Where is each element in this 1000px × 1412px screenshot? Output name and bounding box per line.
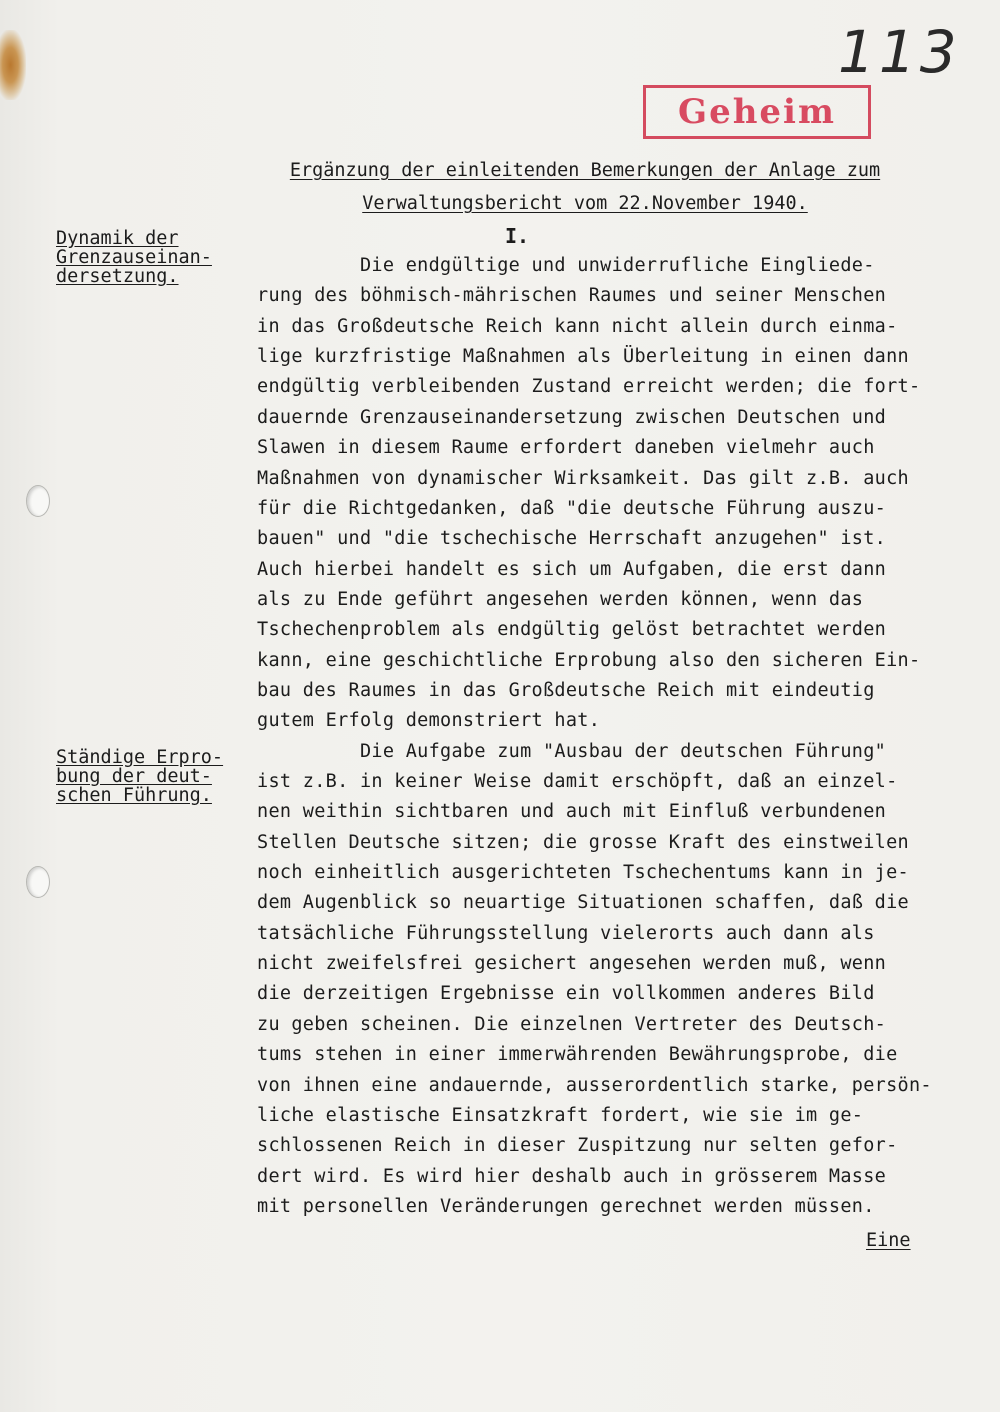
folio-number: 113	[838, 18, 961, 86]
body-line: gutem Erfolg demonstriert hat.	[257, 710, 601, 732]
body-line: Die Aufgabe zum "Ausbau der deutschen Führung"	[257, 740, 887, 762]
catchword: Eine	[866, 1230, 911, 1251]
body-line: nen weithin sichtbaren und auch mit Einfluß verbundenen	[257, 801, 887, 823]
section-number: I.	[505, 224, 530, 248]
body-line: kann, eine geschichtliche Erprobung also den sicheren Ein-	[257, 649, 921, 671]
body-line: Auch hierbei handelt es sich um Aufgaben, die erst dann	[257, 558, 887, 580]
rust-stain	[0, 30, 26, 100]
body-line: Die endgültige und unwiderrufliche Eingliede-	[257, 255, 875, 276]
body-line: Tschechenproblem als endgültig gelöst betrachtet werden	[257, 619, 887, 641]
body-line: tatsächliche Führungsstellung vielerorts auch dann als	[257, 922, 875, 944]
body-line: liche elastische Einsatzkraft fordert, wie sie im ge-	[257, 1104, 864, 1126]
body-line: mit personellen Veränderungen gerechnet werden müssen.	[257, 1195, 875, 1217]
body-line: für die Richtgedanken, daß "die deutsche Führung auszu-	[257, 497, 887, 519]
body-line: rung des böhmisch-mährischen Raumes und seiner Menschen	[257, 285, 887, 307]
margin-note-line: Ständige Erpro-	[56, 747, 224, 768]
body-line: zu geben scheinen. Die einzelnen Vertreter des Deutsch-	[257, 1013, 887, 1035]
margin-note-line: bung der deut-	[56, 766, 212, 787]
body-line: bau des Raumes in das Großdeutsche Reich mit eindeutig	[257, 679, 875, 701]
secret-stamp: Geheim	[643, 85, 871, 139]
body-line: dauernde Grenzauseinandersetzung zwischen Deutschen und	[257, 406, 887, 428]
body-line: Stellen Deutsche sitzen; die grosse Kraft des einstweilen	[257, 831, 909, 853]
margin-note-line: Grenzauseinan-	[56, 247, 212, 268]
body-line: schlossenen Reich in dieser Zuspitzung nur selten gefor-	[257, 1135, 898, 1157]
body-line: Slawen in diesem Raume erfordert daneben vielmehr auch	[257, 437, 875, 459]
body-line: Maßnahmen von dynamischer Wirksamkeit. Das gilt z.B. auch	[257, 467, 909, 489]
body-line: lige kurzfristige Maßnahmen als Überleitung in einen dann	[257, 346, 909, 368]
margin-note-line: Dynamik der	[56, 228, 179, 249]
margin-note-line: dersetzung.	[56, 266, 179, 287]
body-line: nicht zweifelsfrei gesichert angesehen werden muß, wenn	[257, 953, 887, 975]
body-line: tums stehen in einer immerwährenden Bewährungsprobe, die	[257, 1044, 898, 1066]
body-line: von ihnen eine andauernde, ausserordentlich starke, persön-	[257, 1074, 932, 1096]
body-line: endgültig verbleibenden Zustand erreicht werden; die fort-	[257, 376, 921, 398]
body-line: als zu Ende geführt angesehen werden können, wenn das	[257, 588, 864, 610]
body-line: dem Augenblick so neuartige Situationen schaffen, daß die	[257, 892, 909, 914]
body-line: die derzeitigen Ergebnisse ein vollkommen anderes Bild	[257, 983, 875, 1005]
margin-note-dynamik	[56, 229, 246, 286]
margin-note-erprobung	[56, 748, 246, 805]
punch-hole-top	[26, 485, 50, 517]
body-line: bauen" und "die tschechische Herrschaft anzugehen" ist.	[257, 528, 887, 550]
heading-line-1: Ergänzung der einleitenden Bemerkungen der Anlage zum	[289, 160, 881, 181]
body-line: in das Großdeutsche Reich kann nicht allein durch einma-	[257, 315, 898, 337]
body-line: dert wird. Es wird hier deshalb auch in grösserem Masse	[257, 1165, 887, 1187]
punch-hole-bottom	[26, 866, 50, 898]
heading-line-2: Verwaltungsbericht vom 22.November 1940.	[362, 193, 808, 214]
margin-note-line: schen Führung.	[56, 785, 212, 806]
body-line: ist z.B. in keiner Weise damit erschöpft, daß an einzel-	[257, 771, 898, 792]
body-line: noch einheitlich ausgerichteten Tschechentums kann in je-	[257, 862, 909, 883]
